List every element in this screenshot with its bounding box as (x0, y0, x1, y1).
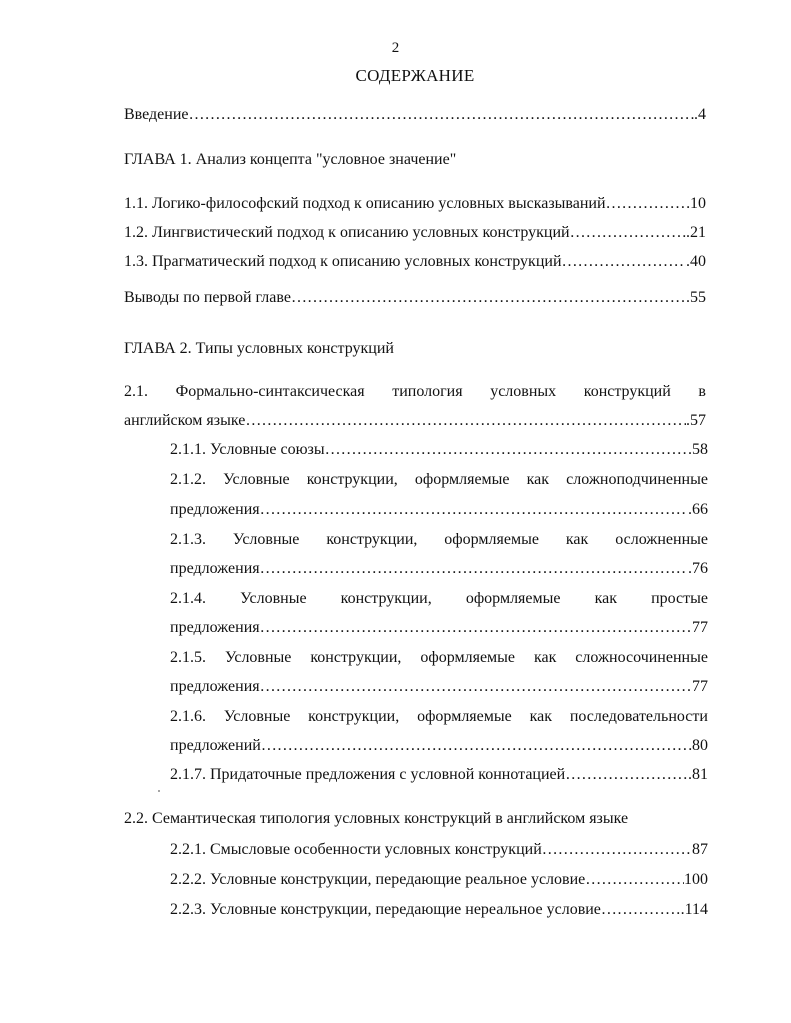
toc-word: оформляемые (444, 531, 539, 548)
toc-entry-2-1-5[interactable] (170, 647, 708, 669)
dot-leader (570, 222, 686, 244)
toc-word: как (565, 531, 589, 548)
toc-entry-2-1-4-cont[interactable] (170, 617, 708, 639)
toc-entry-2-2-3[interactable] (170, 899, 708, 921)
toc-word: как (594, 590, 617, 607)
toc-entry-title: предложения (170, 678, 260, 695)
toc-entry-title: 2.1.7. Придаточные предложения с условной коннотацией (170, 766, 566, 783)
toc-entry-intro[interactable] (124, 104, 706, 126)
toc-entry-title: Выводы по первой главе (124, 289, 291, 306)
dot-leader (260, 558, 688, 580)
dot-leader (542, 839, 692, 861)
toc-word: сложносочиненные (575, 649, 708, 666)
toc-word: конструкции, (310, 649, 402, 666)
toc-page-number: .114 (680, 901, 708, 918)
toc-word: 2.1. (124, 383, 148, 400)
toc-word: 2.1.5. (170, 649, 206, 666)
toc-word: конструкции, (326, 531, 418, 548)
toc-entry-2-1-1[interactable] (170, 439, 708, 461)
toc-word: оформляемые (420, 649, 516, 666)
toc-entry-title: 1.1. Логико-философский подход к описанию условных высказываний (124, 195, 606, 212)
toc-word: типология (392, 383, 463, 400)
dot-leader (260, 617, 692, 639)
toc-entry-title: Введение (124, 106, 189, 123)
toc-entry-conclusions-1[interactable] (124, 287, 706, 309)
toc-word: как (526, 471, 550, 488)
page-number: 2 (391, 40, 400, 56)
dot-leader (601, 899, 681, 921)
contents-title: СОДЕРЖАНИЕ (355, 66, 475, 85)
toc-entry-2-1-6-cont[interactable] (170, 735, 708, 757)
dot-leader (585, 869, 684, 891)
toc-entry-title: 2.2.2. Условные конструкции, передающие реальное условие (170, 871, 586, 888)
toc-word: конструкции, (306, 471, 398, 488)
toc-entry-2-1-2[interactable] (170, 469, 708, 491)
toc-word: конструкций (583, 383, 671, 400)
toc-word: оформляемые (465, 590, 561, 607)
chapter-1-heading: ГЛАВА 1. Анализ концепта "условное значение" (124, 151, 457, 168)
scan-speck (158, 790, 160, 792)
toc-entry-2-1-3-cont[interactable] (170, 558, 708, 580)
toc-word: Условные (224, 649, 292, 666)
toc-entry-2-1-2-cont[interactable] (170, 499, 708, 521)
toc-entry-title: 2.2.3. Условные конструкции, передающие нереальное условие (170, 901, 601, 918)
toc-word: в (698, 383, 706, 400)
toc-entry-1-1[interactable] (124, 193, 706, 215)
toc-page-number: 10 (690, 195, 706, 212)
toc-entry-title: предложения (170, 560, 260, 577)
toc-word: последовательности (569, 708, 708, 725)
toc-page-number: 80 (692, 737, 708, 754)
toc-entry-2-2-1[interactable] (170, 839, 708, 861)
dot-leader (606, 193, 690, 215)
toc-word: 2.1.2. (170, 471, 206, 488)
dot-leader (261, 735, 692, 757)
toc-entry-1-2[interactable] (124, 222, 706, 244)
toc-entry-2-1-3[interactable] (170, 529, 708, 551)
toc-word: Условные (223, 708, 291, 725)
toc-page-number: 100 (684, 871, 708, 888)
toc-page-number: .4 (694, 106, 706, 123)
toc-page-number: .55 (686, 289, 706, 306)
dot-leader (189, 104, 695, 126)
toc-entry-2-2-2[interactable] (170, 869, 708, 891)
dot-leader (245, 410, 686, 432)
dot-leader (562, 251, 686, 273)
toc-entry-2-1[interactable] (124, 381, 706, 403)
toc-word: оформляемые (417, 708, 512, 725)
section-2-2-heading: 2.2. Семантическая типология условных конструкций в английском языке (124, 810, 629, 827)
toc-page-number: 77 (692, 619, 708, 636)
toc-entry-title: 2.2.1. Смысловые особенности условных конструкций (170, 841, 542, 858)
dot-leader (291, 287, 686, 309)
toc-entry-2-1-6[interactable] (170, 706, 708, 728)
toc-page-number: .21 (686, 224, 706, 241)
dot-leader (260, 676, 692, 698)
toc-word: 2.1.6. (170, 708, 206, 725)
toc-page-number: .57 (686, 412, 706, 429)
chapter-2-heading: ГЛАВА 2. Типы условных конструкций (124, 340, 394, 357)
toc-word: осложненные (615, 531, 708, 548)
toc-word: Формально-синтаксическая (175, 383, 365, 400)
toc-word: конструкции, (340, 590, 432, 607)
toc-word: условных (490, 383, 557, 400)
toc-page-number: .66 (688, 501, 708, 518)
toc-entry-title: 1.2. Лингвистический подход к описанию условных конструкций (124, 224, 570, 241)
toc-entry-title: предложений (170, 737, 261, 754)
toc-word: 2.1.3. (170, 531, 206, 548)
toc-word: сложноподчиненные (566, 471, 708, 488)
toc-entry-2-1-5-cont[interactable] (170, 676, 708, 698)
dot-leader (565, 764, 688, 786)
toc-page-number: .40 (686, 253, 706, 270)
toc-page-number: 87 (692, 841, 708, 858)
dot-leader (260, 499, 688, 521)
toc-word: Условные (240, 590, 307, 607)
toc-page-number: .58 (688, 441, 708, 458)
toc-entry-title: 2.1.1. Условные союзы (170, 441, 325, 458)
toc-page-number: 77 (692, 678, 708, 695)
toc-entry-2-1-4[interactable] (170, 588, 708, 610)
toc-entry-1-3[interactable] (124, 251, 706, 273)
toc-entry-2-1-cont[interactable] (124, 410, 706, 432)
toc-entry-title: предложения (170, 619, 260, 636)
toc-entry-title: предложения (170, 501, 260, 518)
toc-page-number: .81 (688, 766, 708, 783)
toc-word: оформляемые (414, 471, 510, 488)
toc-word: как (529, 708, 552, 725)
dot-leader (325, 439, 688, 461)
toc-word: 2.1.4. (170, 590, 206, 607)
toc-word: Условные (232, 531, 300, 548)
toc-entry-title: английском языке (124, 412, 246, 429)
toc-word: конструкции, (308, 708, 400, 725)
toc-word: как (533, 649, 557, 666)
toc-page-number: .76 (688, 560, 708, 577)
toc-entry-2-1-7[interactable] (170, 764, 708, 786)
toc-word: простые (651, 590, 708, 607)
toc-entry-title: 1.3. Прагматический подход к описанию условных конструкций (124, 253, 562, 270)
toc-word: Условные (223, 471, 290, 488)
